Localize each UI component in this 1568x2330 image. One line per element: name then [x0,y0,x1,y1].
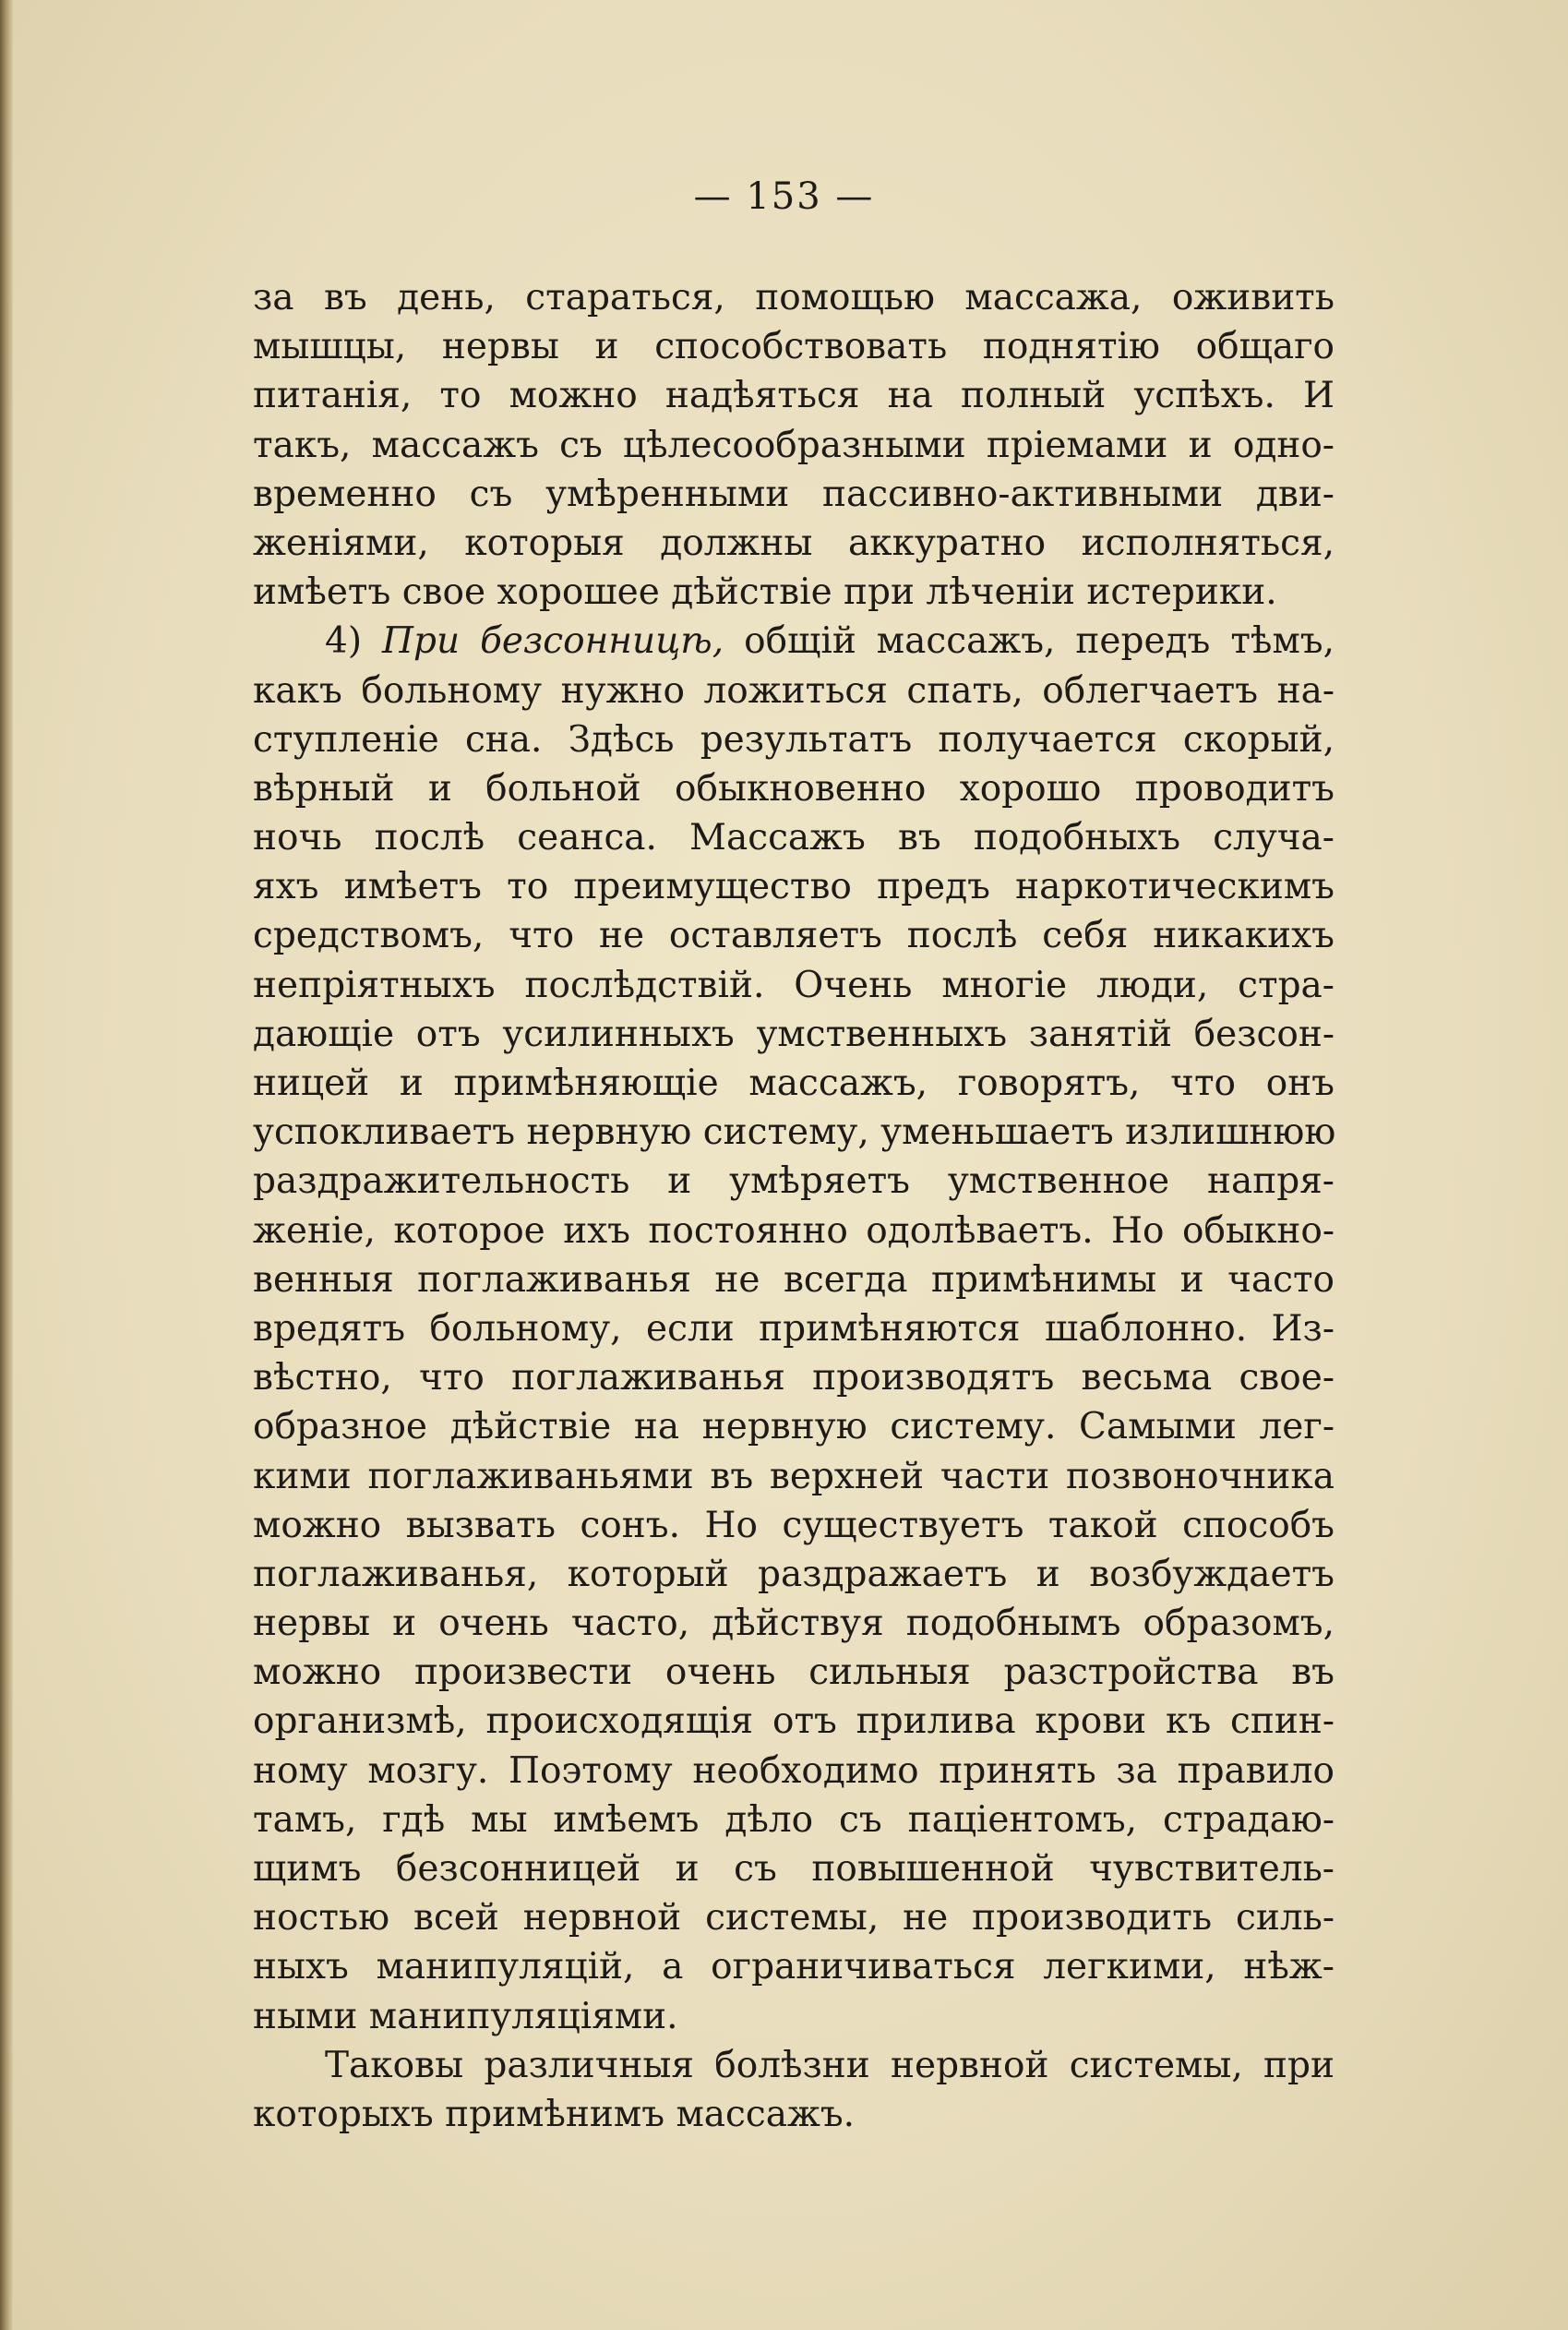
text-line [253,1697,1335,1746]
line-text: ностью всей нервной системы, не производить силь- [253,1897,1335,1940]
line-text: ницей и примѣняющіе массажъ, говорятъ, что онъ [253,1063,1335,1104]
text-line [253,1157,1335,1206]
text-line [253,1304,1335,1353]
text-line [253,322,1335,371]
line-text: кими поглаживаньями въ верхней части позвоночника [253,1455,1335,1497]
text-line [253,371,1335,420]
text-line [253,1059,1335,1108]
text-line [253,1353,1335,1402]
text-line [253,421,1335,470]
line-text: непріятныхъ послѣдствій. Очень многіе люди, стра- [253,964,1335,1006]
text-line [253,1452,1335,1501]
text-line [253,961,1335,1010]
text-line [253,617,1335,666]
line-text: образное дѣйствіе на нервную систему. Самыми лег- [253,1406,1335,1448]
section-heading-italic: При безсонницѣ, [382,620,724,663]
line-text: венныя поглаживанья не всегда примѣнимы и часто [253,1258,1335,1301]
text-line [253,1747,1335,1796]
line-text: яхъ имѣетъ то преимущество предъ наркотическимъ [253,866,1335,908]
text-line [253,1108,1335,1157]
body-text [253,273,1335,2139]
line-text: Таковы различныя болѣзни нервной системы, при [325,2044,1335,2086]
line-text: поглаживанья, который раздражаетъ и возбуждаетъ [253,1553,1335,1595]
text-line [253,715,1335,764]
text-line [253,470,1335,519]
text-line [253,911,1335,960]
line-text: вредятъ больному, если примѣняются шаблонно. Из- [253,1307,1335,1350]
line-text: которыхъ примѣнимъ массажъ. [253,2093,856,2135]
line-text: вѣстно, что поглаживанья производятъ весьма свое- [253,1357,1335,1399]
text-line [253,519,1335,568]
page-number: — 153 — [693,175,875,218]
text-line [253,764,1335,813]
line-text: средствомъ, что не оставляетъ послѣ себя никакихъ [253,915,1335,957]
line-text: какъ больному нужно ложиться спать, облегчаетъ на- [253,669,1335,712]
line-text: ныхъ манипуляцій, а ограничиваться легкими, нѣж- [253,1946,1335,1988]
text-line [253,1796,1335,1844]
line-text: общій массажъ, передъ тѣмъ, [724,620,1335,663]
text-line [253,1648,1335,1697]
line-text: можно вызвать сонъ. Но существуетъ такой способъ [253,1504,1335,1546]
line-text: имѣетъ свое хорошее дѣйствіе при лѣченіи истерики. [253,571,1277,614]
text-line [253,1255,1335,1304]
text-line [253,862,1335,911]
line-text: мышцы, нервы и способствовать поднятію общаго [253,326,1335,368]
line-text: вѣрный и больной обыкновенно хорошо проводитъ [253,767,1335,810]
line-text: ному мозгу. Поэтому необходимо принять за правило [253,1749,1335,1792]
line-text: ступленіе сна. Здѣсь результатъ получается скорый, [253,718,1335,761]
text-line [253,2090,1335,2139]
text-line [253,1402,1335,1451]
section-number: 4) [325,620,363,663]
line-text: тамъ, гдѣ мы имѣемъ дѣло съ паціентомъ, страдаю- [253,1798,1335,1841]
text-line [253,1599,1335,1648]
line-text: ными манипуляціями. [253,1995,678,2037]
line-text: организмѣ, происходящія отъ прилива крови къ спин- [253,1700,1335,1743]
line-text: временно съ умѣренными пассивно-активными дви- [253,473,1335,515]
text-line [253,1893,1335,1942]
line-text: можно произвести очень сильныя разстройства въ [253,1651,1335,1694]
text-line [253,2041,1335,2090]
line-text: щимъ безсонницей и съ повышенной чувствитель- [253,1848,1335,1890]
text-line [253,1844,1335,1893]
line-text: такъ, массажъ съ цѣлесообразными пріемами и одно- [253,424,1335,466]
line-text: ночь послѣ сеанса. Массажъ въ подобныхъ случа- [253,817,1335,859]
text-line [253,273,1335,322]
page-binding-edge [0,0,13,2330]
line-text: раздражительность и умѣряетъ умственное напря- [253,1160,1335,1203]
text-line [253,568,1335,617]
line-text: женіе, которое ихъ постоянно одолѣваетъ. Но обыкно- [253,1209,1335,1252]
text-line [253,1501,1335,1550]
text-line [253,1550,1335,1599]
text-line [253,1942,1335,1991]
text-line [253,1207,1335,1255]
text-line [253,667,1335,715]
line-text: за въ день, стараться, помощью массажа, оживить [253,277,1335,318]
line-text: дающіе отъ усилинныхъ умственныхъ занятій безсон- [253,1013,1335,1055]
line-text: успокливаетъ нервную систему, уменьшаетъ излишнюю [253,1111,1336,1154]
line-text: женіями, которыя должны аккуратно исполняться, [253,522,1335,564]
text-line [253,813,1335,862]
text-line [253,1992,1335,2041]
line-text: питанія, то можно надѣяться на полный успѣхъ. И [253,375,1335,417]
line-text: нервы и очень часто, дѣйствуя подобнымъ образомъ, [253,1603,1335,1645]
text-line [253,1010,1335,1059]
